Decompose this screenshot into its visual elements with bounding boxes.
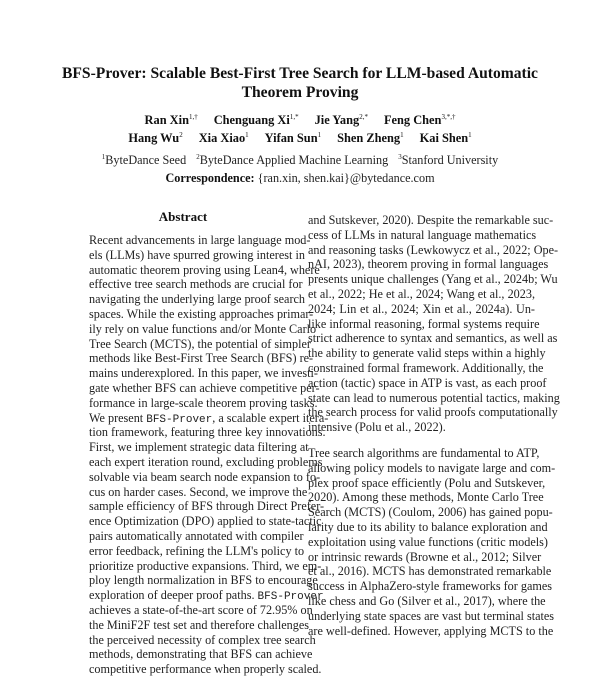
author — [214, 113, 299, 127]
author-name: Feng Chen — [383, 113, 442, 128]
text-line: automatic theorem proving using Lean4, where — [89, 262, 320, 277]
text-line: methods, demonstrating that BFS can achieve — [89, 647, 313, 662]
author-name: Jie Yang — [314, 113, 360, 128]
author — [337, 131, 404, 145]
affiliation-mark: 2 — [196, 153, 200, 161]
text-line: nAI, 2023), theorem proving in formal languages — [308, 257, 549, 272]
system-name: BFS-Prover — [146, 413, 213, 426]
text-line: constrained formal framework. Additionally, the — [308, 360, 544, 375]
correspondence-label: Correspondence: — [165, 171, 255, 185]
abstract-body — [89, 233, 329, 677]
paragraph-gap — [308, 435, 535, 446]
author-affiliation-mark: 1 — [468, 131, 472, 139]
text-line: presents unique challenges (Yang et al., 2024b; Wu — [308, 272, 558, 287]
text-line: 2020). Among these methods, Monte Carlo Tree — [308, 490, 544, 505]
text-line: the ability to generate valid steps within a highly — [308, 346, 546, 361]
text-line: et al., 2016). MCTS has demonstrated remarkable — [308, 564, 552, 579]
text-line: Search (MCTS) (Coulom, 2006) has gained popu- — [308, 505, 553, 520]
author-affiliation-mark: 1,* — [289, 113, 299, 121]
text-line: Tree Search (MCTS), the potential of simpler — [89, 336, 311, 351]
text-line: success in AlphaZero-style frameworks for games — [308, 579, 553, 594]
author-affiliation-mark: 1,† — [188, 113, 198, 121]
affiliation-name: Stanford University — [401, 153, 499, 168]
author — [384, 113, 455, 127]
text-line: Tree search algorithms are fundamental to ATP, — [308, 445, 540, 460]
author — [128, 131, 182, 145]
author-name: Hang Wu — [128, 131, 180, 146]
title-line-1: BFS-Prover: Scalable Best-First Tree Search for LLM-based Automatic — [62, 65, 538, 82]
text-line: Recent advancements in large language mod- — [89, 233, 311, 247]
author — [265, 131, 321, 145]
affiliation-mark: 1 — [101, 153, 106, 161]
text-line: competitive performance when properly scaled. — [89, 662, 322, 677]
text-line: prioritize productive expansions. Third, we em- — [89, 558, 322, 573]
text-line: like chess and Go (Silver et al., 2017), where the — [308, 593, 546, 608]
text-line: First, we implement strategic data filtering at — [89, 440, 309, 455]
author-name: Ran Xin — [144, 113, 189, 128]
author-affiliation-mark: 2 — [179, 131, 183, 139]
author-affiliation-mark: 2,* — [359, 113, 368, 121]
text-line: cus on harder cases. Second, we improve the — [89, 484, 308, 499]
text-line: spaces. While the existing approaches primar- — [89, 306, 314, 321]
author-affiliation-mark: 1 — [400, 131, 404, 139]
authors-row-2 — [40, 131, 560, 146]
text-line: state can lead to numerous potential tactics, making — [308, 390, 560, 405]
author-name: Shen Zheng — [337, 131, 401, 146]
abstract-heading: Abstract — [158, 209, 208, 224]
author — [199, 131, 249, 145]
text-line: mains underexplored. In this paper, we investi- — [89, 366, 318, 381]
text-line: navigating the underlying large proof search — [89, 292, 306, 307]
author-name: Kai Shen — [419, 131, 469, 146]
text-line: els (LLMs) have spurred growing interest in — [89, 247, 305, 262]
correspondence-emails: {ran.xin, shen.kai}@bytedance.com — [257, 171, 435, 185]
text-line: We present BFS-Prover, a scalable expert itera- — [89, 410, 329, 426]
text-line: pairs automatically annotated with compiler — [89, 528, 304, 543]
text-line: and reasoning tasks (Lewkowycz et al., 2022; Ope- — [308, 242, 559, 257]
text-line: each expert iteration round, excluding problems — [89, 454, 323, 469]
text-line: methods like Best-First Tree Search (BFS) re- — [89, 351, 314, 366]
affiliations — [40, 153, 560, 168]
text-line: et al., 2022; He et al., 2024; Wang et al., 2023, — [308, 286, 535, 301]
affiliation-name: ByteDance Seed — [105, 153, 187, 168]
author — [420, 131, 472, 145]
affiliation-mark: 3 — [398, 153, 402, 161]
text-line: effective tree search methods are crucial for — [89, 277, 303, 292]
author-affiliation-mark: 1 — [245, 131, 249, 139]
text-line: plex proof space efficiently (Polu and Sutskever, — [308, 475, 546, 490]
correspondence — [40, 171, 560, 186]
text-line: allowing policy models to navigate large and com- — [308, 460, 556, 475]
text-line: the search process for valid proofs computationally — [308, 405, 558, 420]
text-line: achieves a state-of-the-art score of 72.95% on — [89, 602, 313, 617]
text-line: ploy length normalization in BFS to encourage — [89, 573, 318, 588]
author — [145, 113, 198, 127]
text-line: exploitation using value functions (critic models) — [308, 534, 548, 549]
author-name: Yifan Sun — [264, 131, 318, 146]
title-line-2: Theorem Proving — [241, 84, 359, 101]
system-name: BFS-Prover — [257, 591, 324, 604]
text-line: intensive (Polu et al., 2022). — [308, 420, 446, 435]
affiliation-name: ByteDance Applied Machine Learning — [199, 153, 389, 168]
author-affiliation-mark: 1 — [317, 131, 322, 139]
paper-title — [40, 64, 560, 102]
authors-row-1 — [40, 113, 560, 128]
text-line: the perceived necessity of complex tree search — [89, 632, 316, 647]
text-line: strict adherence to syntax and semantics, as well as — [308, 331, 558, 346]
text-line: cess of LLMs in natural language mathematics — [308, 227, 537, 242]
text-line: like informal reasoning, formal systems require — [308, 316, 540, 331]
affiliation — [398, 153, 498, 167]
author-name: Chenguang Xi — [213, 113, 290, 128]
text-line: the MiniF2F test set and therefore challenges — [89, 617, 309, 632]
affiliation — [196, 153, 388, 167]
text-line: or intrinsic rewards (Browne et al., 2012; Silver — [308, 549, 542, 564]
text-line: and Sutskever, 2020). Despite the remarkable suc- — [308, 213, 554, 227]
text-line: solvable via beam search node expansion to fo- — [89, 469, 321, 484]
text-line: exploration of deeper proof paths. BFS-Prover — [89, 588, 324, 604]
text-line: formance in large-scale theorem proving tasks. — [89, 395, 318, 410]
text-line: error feedback, refining the LLM's policy to — [89, 543, 305, 558]
text-line: action (tactic) space in ATP is vast, as each proof — [308, 375, 547, 390]
text-line: ily rely on value functions and/or Monte Carlo — [89, 321, 317, 336]
affiliation — [102, 153, 186, 167]
text-line: gate whether BFS can achieve competitive per- — [89, 380, 320, 395]
introduction-column — [308, 213, 560, 638]
text-line: sample efficiency of BFS through Direct Prefer- — [89, 499, 325, 514]
text-line: larity due to its ability to balance exploration and — [308, 519, 548, 534]
text-line: are well-defined. However, applying MCTS to the — [308, 623, 554, 638]
text-line: ence Optimization (DPO) applied to state-tactic — [89, 514, 322, 529]
author-name: Xia Xiao — [198, 131, 246, 146]
author — [315, 113, 368, 127]
text-line: underlying state spaces are vast but terminal states — [308, 608, 555, 623]
text-line: tion framework, featuring three key innovations. — [89, 425, 326, 440]
text-line: 2024; Lin et al., 2024; Xin et al., 2024a). Un- — [308, 301, 535, 316]
author-affiliation-mark: 3,*,† — [441, 113, 456, 121]
